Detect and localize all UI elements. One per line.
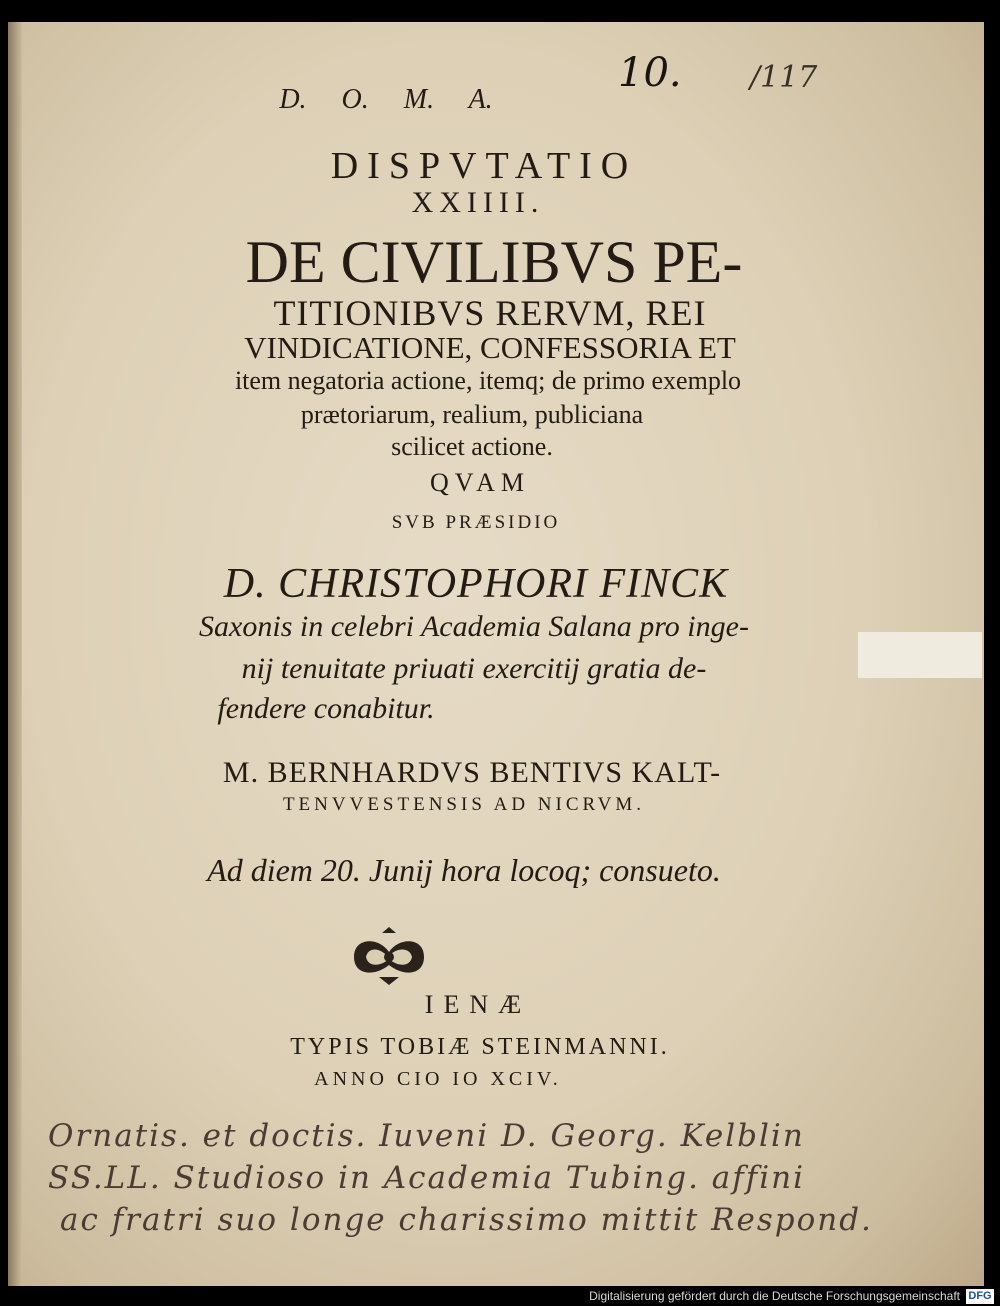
shelfmark-number: 10. — [618, 50, 682, 96]
praeses-line-2: Saxonis in celebri Academia Salana pro inge- — [199, 610, 749, 643]
dedication: D. O. M. A. — [279, 84, 493, 115]
quam-heading: QVAM — [429, 468, 531, 497]
imprint-year: ANNO CIO IO XCIV. — [314, 1068, 562, 1090]
title-line-2: TITIONIBVS RERVM, REI — [273, 293, 707, 333]
handwritten-inscription-line-3: ac fratri suo longe charissimo mittit Respond. — [60, 1202, 873, 1238]
imprint-city: IENÆ — [424, 990, 532, 1019]
disputatio-number: XXIIII. — [411, 186, 545, 219]
title-line-1: DE CIVILIBVS PE- — [245, 229, 743, 295]
respondent-line-1: M. BERNHARDVS BENTIVS KALT- — [222, 756, 722, 789]
praeses-line-4: fendere conabitur. — [217, 692, 435, 725]
title-line-3: VINDICATIONE, CONFESSORIA ET — [244, 330, 736, 365]
handwritten-inscription-line-1: Ornatis. et doctis. Iuveni D. Georg. Kelblin — [48, 1118, 805, 1154]
praeses-name: D. CHRISTOPHORI FINCK — [223, 561, 729, 607]
disputatio-heading: DISPVTATIO — [330, 145, 638, 187]
printers-ornament — [344, 927, 434, 987]
imprint-printer: TYPIS TOBIÆ STEINMANNI. — [290, 1034, 670, 1060]
title-line-4: item negatoria actione, itemq; de primo exemplo — [234, 366, 742, 395]
dfg-logo-icon: DFG — [966, 1289, 994, 1304]
praeses-line-3: nij tenuitate priuati exercitij gratia de- — [241, 652, 707, 685]
title-line-5: prætoriarum, realium, publiciana — [300, 400, 644, 429]
title-page — [8, 22, 984, 1286]
handwritten-inscription-line-2: SS.LL. Studioso in Academia Tubing. affini — [48, 1160, 806, 1196]
shelfmark-slash-number: /117 — [750, 60, 818, 95]
title-line-6: scilicet actione. — [391, 432, 553, 461]
funding-credit: Digitalisierung gefördert durch die Deutsche Forschungsgemeinschaft — [589, 1289, 960, 1303]
sub-praesidio: SVB PRÆSIDIO — [391, 512, 561, 533]
respondent-line-2: TENVVESTENSIS AD NICRVM. — [282, 794, 646, 815]
date-line: Ad diem 20. Junij hora locoq; consueto. — [207, 852, 721, 888]
footer-bar — [0, 1286, 1000, 1306]
